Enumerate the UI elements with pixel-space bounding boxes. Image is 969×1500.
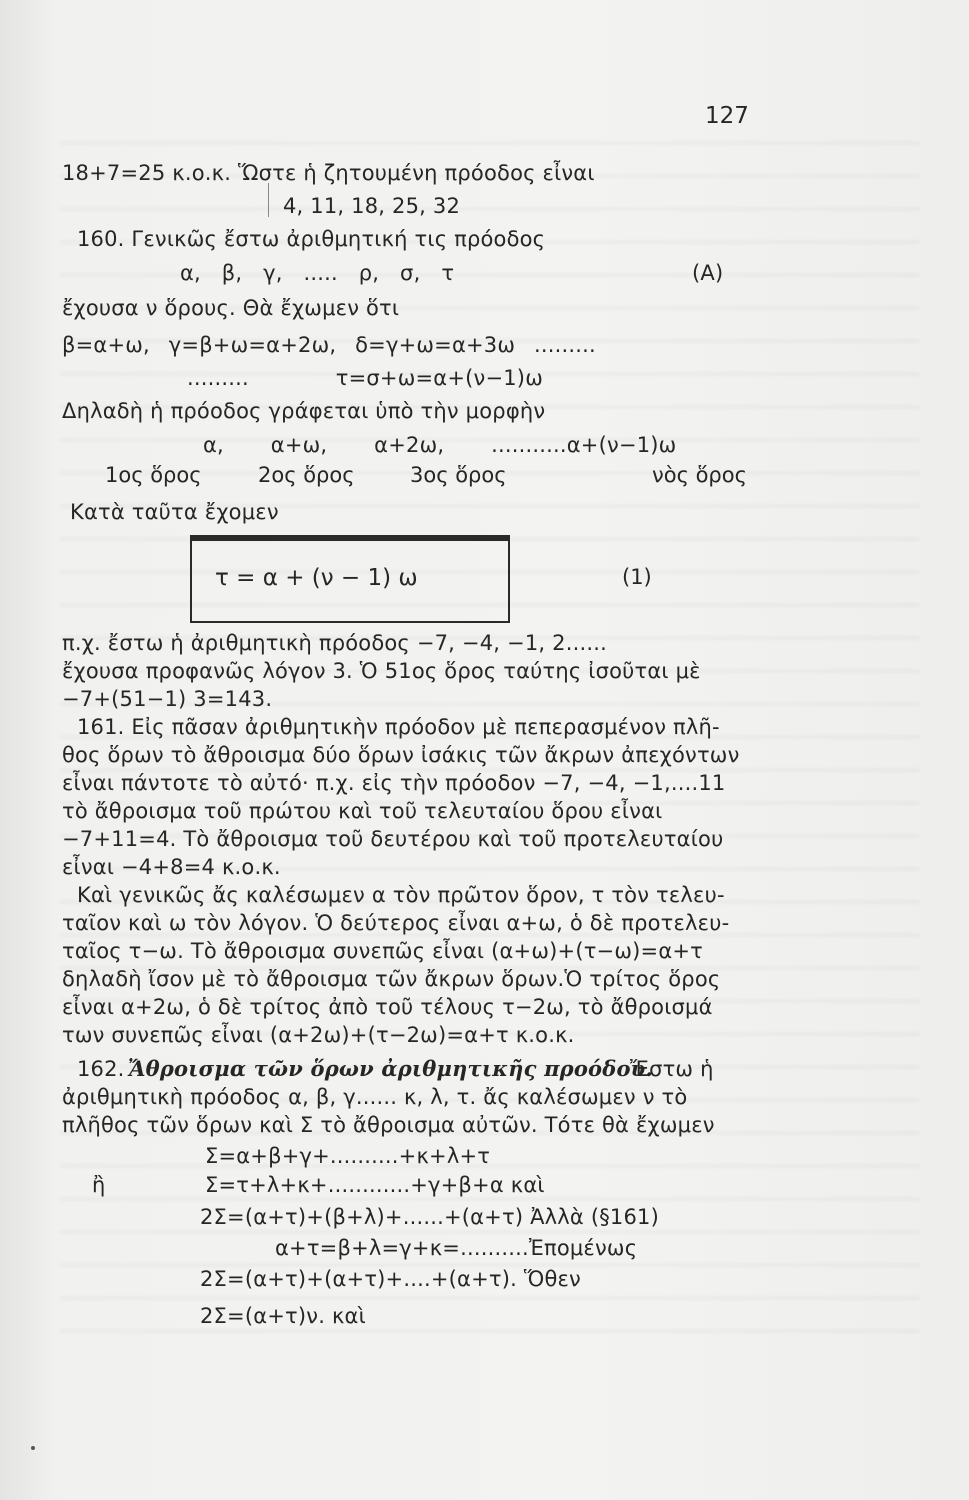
text-line: εἶναι πάντοτε τὸ αὐτό· π.χ. εἰς τὴν πρόοδον −7, −4, −1,....11 [62,771,726,795]
sum-equation-4: 2Σ=(α+τ)+(α+τ)+....+(α+τ). Ὅθεν [200,1267,581,1291]
section-162-number: 162. [77,1057,125,1081]
sum-equation-2: Σ=τ+λ+κ+............+γ+β+α καὶ [205,1173,545,1197]
text-line: −7+(51−1) 3=143. [62,687,273,711]
term-label-2: 2ος ὅρος [258,463,355,487]
text-line: Δηλαδὴ ἡ πρόοδος γράφεται ὑπὸ τὴν μορφὴν [62,399,546,423]
text-line: β=α+ω, γ=β+ω=α+2ω, δ=γ+ω=α+3ω ......... [62,333,596,357]
text-line: 4, 11, 18, 25, 32 [283,194,461,218]
text-line: −7+11=4. Τὸ ἄθροισμα τοῦ δευτέρου καὶ τοῦ προτελευταίου [62,827,724,851]
section-161-start: 161. Εἰς πᾶσαν ἀριθμητικὴν πρόοδον μὲ πεπερασμένον πλῆ- [77,715,720,739]
text-line: ταῖος τ−ω. Τὸ ἄθροισμα συνεπῶς εἶναι (α+ω)+(τ−ω)=α+τ [62,939,704,963]
sum-equation-3: 2Σ=(α+τ)+(β+λ)+......+(α+τ) Ἀλλὰ (§161) [200,1205,659,1229]
formula-tag: (1) [622,565,652,589]
general-term-formula: τ = α + (ν − 1) ω [215,565,418,591]
text-line: πλῆθος τῶν ὅρων καὶ Σ τὸ ἄθροισμα αὐτῶν. Τότε θὰ ἔχωμεν [62,1113,715,1137]
text-line: ......... τ=σ+ω=α+(ν−1)ω [187,366,543,390]
text-line: 18+7=25 κ.ο.κ. Ὥστε ἡ ζητουμένη πρόοδος εἶναι [62,161,595,185]
text-line: ἔχουσα προφανῶς λόγον 3. Ὁ 51ος ὅρος ταύτης ἰσοῦται μὲ [62,659,701,683]
text-line: Κατὰ ταῦτα ἔχομεν [70,500,279,524]
text-line: εἶναι −4+8=4 κ.ο.κ. [62,855,281,879]
text-line: εἶναι α+2ω, ὁ δὲ τρίτος ἀπὸ τοῦ τέλους τ−2ω, τὸ ἄθροισμά [62,995,713,1019]
text-line: ἔχουσα ν ὅρους. Θὰ ἔχωμεν ὅτι [62,296,400,320]
sum-equation-1: Σ=α+β+γ+..........+κ+λ+τ [205,1144,491,1168]
text-line: α, β, γ, ..... ρ, σ, τ [180,261,455,285]
text-line: τὸ ἄθροισμα τοῦ πρώτου καὶ τοῦ τελευταίου ὅρου εἶναι [62,799,663,823]
text-line: π.χ. ἔστω ἡ ἀριθμητικὴ πρόοδος −7, −4, −1, 2...... [62,631,607,655]
text-line: Ἔστω ἡ [630,1057,714,1081]
page-number: 127 [705,103,749,129]
scan-speck [31,1446,35,1450]
text-line: ταῖον καὶ ω τὸν λόγον. Ὁ δεύτερος εἶναι α+ω, ὁ δὲ προτελευ- [62,911,730,935]
text-line: α+τ=β+λ=γ+κ=..........Ἐπομένως [275,1236,638,1260]
text-line: δηλαδὴ ἴσον μὲ τὸ ἄθροισμα τῶν ἄκρων ὅρων.Ὁ τρίτος ὅρος [62,967,721,991]
bracket-mark [268,183,269,217]
term-label-n: νὸς ὅρος [652,463,747,487]
text-line: θος ὅρων τὸ ἄθροισμα δύο ὅρων ἰσάκις τῶν ἄκρων ἀπεχόντων [62,743,740,767]
text-line: Καὶ γενικῶς ἄς καλέσωμεν α τὸν πρῶτον ὅρον, τ τὸν τελευ- [77,883,725,907]
section-160-heading: 160. Γενικῶς ἔστω ἀριθμητική τις πρόοδος [77,227,546,251]
sum-equation-5: 2Σ=(α+τ)ν. καὶ [200,1304,366,1328]
text-line: των συνεπῶς εἶναι (α+2ω)+(τ−2ω)=α+τ κ.ο.κ. [62,1023,575,1047]
equation-label: (Α) [692,261,724,285]
text-line: α, α+ω, α+2ω, ...........α+(ν−1)ω [203,433,677,457]
text-line: ἀριθμητικὴ πρόοδος α, β, γ...... κ, λ, τ. ἄς καλέσωμεν ν τὸ [62,1085,688,1109]
section-162-title: Ἄθροισμα τῶν ὅρων ἀριθμητικῆς προόδου. [128,1056,653,1081]
term-label-1: 1ος ὅρος [105,463,202,487]
term-label-3: 3ος ὅρος [410,463,507,487]
text-line: ἢ [92,1173,106,1197]
